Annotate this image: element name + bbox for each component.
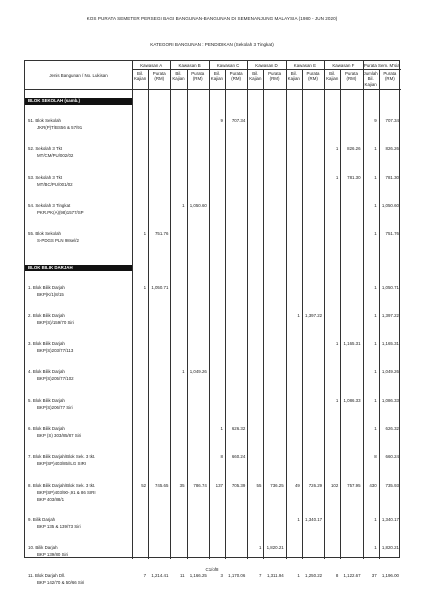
- cell-count: 9: [374, 118, 377, 123]
- row-label: 5. Blok Bilik Darjah: [28, 397, 65, 403]
- row-label: 4. Blok Bilik Darjah: [28, 369, 65, 375]
- cell-average: 751.76: [154, 231, 169, 237]
- row-drawing-number: BKP(SP)403/85/ILG SIRI: [37, 461, 87, 467]
- cell-count: 1: [374, 544, 377, 550]
- region-header: Purata Sem. M'sia: [363, 62, 400, 68]
- cell-average: 1,820.21: [381, 544, 399, 550]
- cell-count: 1: [374, 397, 377, 403]
- cell-count: 8: [335, 573, 339, 579]
- cell-count: 1: [220, 426, 223, 431]
- row-label: 11. Blok Darjah Dll.: [28, 573, 66, 579]
- page-footer: C1/of8: [205, 567, 219, 572]
- column-label-header: Jenis Bangunan / No. Lukisan: [49, 73, 108, 78]
- row-label: 3. Blok Bilik Darjah: [28, 341, 65, 347]
- subheader-count: Jumlah Bil. Kajian: [363, 71, 378, 87]
- cell-count: 1: [374, 146, 377, 152]
- cell-average: 1,049.26: [381, 369, 399, 375]
- cell-count: 1: [374, 369, 377, 375]
- document-title: KOS PURATA SEMETER PERSEGI BAGI BANGUNAN-BANGUNAN DI SEMENANJUNG MALAYSIA (1980 - JUN 2020): [86, 16, 338, 21]
- row-drawing-number: BKP(SP)403/90-,91 & 86 SIRI: [37, 489, 96, 495]
- subheader-count: Bil. Kajian: [172, 71, 185, 82]
- cell-count: 137: [215, 482, 223, 488]
- cell-count: 1: [182, 369, 185, 375]
- row-drawing-number: BKP(S)/159/70 Siri: [37, 319, 74, 325]
- cell-average: 826.26: [347, 146, 361, 152]
- cell-average: 660.24: [231, 454, 246, 460]
- row-label: 1. Blok Bilik Darjah: [28, 284, 65, 290]
- cell-average: 757.95: [347, 482, 361, 488]
- cell-average: 1,050.60: [381, 202, 399, 208]
- cell-average: 751.76: [385, 231, 399, 237]
- cell-count: 1: [374, 426, 377, 431]
- cell-average: 1,340.17: [381, 516, 399, 522]
- subheader-average: Purata (RM): [306, 71, 320, 82]
- cell-average: 626.32: [385, 426, 399, 431]
- cell-count: 7: [258, 573, 262, 579]
- row-drawing-number: BKP 135 & 139/73 Siri: [37, 523, 81, 529]
- row-label: 8. Blok Bilik Darjah/Blok Sek. 3 tkt.: [28, 482, 96, 488]
- cell-count: 9: [220, 118, 223, 123]
- cell-average: 786.74: [193, 482, 207, 488]
- document-subtitle: KATEGORI BANGUNAN : PENDIDIKAN (Sekolah 3 Tingkat): [150, 42, 274, 47]
- cell-count: 1: [143, 231, 147, 237]
- cell-average: 826.26: [385, 146, 399, 152]
- subheader-count: Bil. Kajian: [210, 71, 224, 82]
- cell-count: 37: [371, 573, 377, 579]
- cell-count: 1: [374, 516, 377, 522]
- region-header: Kawasan E: [293, 62, 317, 68]
- row-drawing-number: BKP(S)206/77 Siri: [37, 404, 73, 410]
- section-heading: BLOK SEKOLAH (samb.): [25, 98, 132, 105]
- cell-count: 1: [143, 284, 147, 290]
- region-header: Kawasan A: [140, 62, 163, 68]
- cell-average: 705.39: [231, 482, 246, 488]
- cell-average: 707.34: [231, 118, 246, 123]
- cell-count: 11: [179, 573, 185, 579]
- subheader-average: Purata (RM): [152, 71, 166, 82]
- header-divider: [25, 89, 401, 90]
- row-drawing-number: BKP 403/88/1: [37, 496, 65, 502]
- cell-average: 745.65: [154, 482, 169, 488]
- cell-average: 1,214.41: [151, 573, 169, 579]
- cell-count: 430: [369, 482, 377, 488]
- row-drawing-number: MT/BC/PU/001/02: [37, 181, 73, 187]
- cell-count: 35: [179, 482, 185, 488]
- cell-count: 1: [297, 312, 300, 318]
- cell-count: 102: [330, 482, 339, 488]
- cell-average: 660.24: [385, 454, 399, 460]
- region-header: Kawasan B: [178, 62, 201, 68]
- cell-average: 1,086.33: [381, 397, 399, 403]
- cell-count: 7: [143, 573, 147, 579]
- row-label: 6. Blok Bilik Darjah: [28, 426, 65, 431]
- cell-average: 1,166.25: [189, 573, 207, 579]
- row-drawing-number: BKP (S) 303/85/87 Siri: [37, 433, 82, 438]
- cell-average: 1,250.22: [305, 573, 323, 579]
- row-drawing-number: BKP(S)205/77/102: [37, 376, 74, 382]
- cell-average: 1,311.94: [266, 573, 284, 579]
- row-drawing-number: S-PDGS PLN 98sel/2: [37, 238, 79, 244]
- subheader-average: Purata (RM): [229, 71, 243, 82]
- cell-count: 1: [374, 174, 377, 180]
- row-label: 10. Bilik Darjah: [28, 544, 58, 550]
- row-label: 53. Sekolah 3 Tkt: [28, 174, 63, 180]
- cell-count: 1: [182, 202, 185, 208]
- row-drawing-number: PKR.PK(A)(98)1577/SP: [37, 209, 84, 215]
- cell-average: 1,397.22: [305, 312, 323, 318]
- cell-count: 1: [335, 174, 339, 180]
- subheader-average: Purata (RM): [268, 71, 282, 82]
- row-drawing-number: BKP(K/1)8/15: [37, 291, 64, 297]
- cell-average: 1,165.31: [381, 341, 399, 347]
- cell-average: 1,050.60: [189, 202, 207, 208]
- region-header: Kawasan C: [216, 62, 240, 68]
- row-label: 51. Blok Sekolah: [28, 118, 61, 123]
- row-label: 7. Blok Bilik Darjah/Blok Sek. 3 tkt.: [28, 454, 96, 460]
- row-label: 9. Bilik Darjah: [28, 516, 56, 522]
- cell-count: 49: [294, 482, 300, 488]
- cell-count: 3: [220, 573, 223, 579]
- cell-count: 1: [335, 146, 339, 152]
- cell-average: 1,820.21: [266, 544, 284, 550]
- subheader-count: Bil. Kajian: [249, 71, 262, 82]
- header-divider: [132, 69, 401, 70]
- cell-average: 781.30: [385, 174, 399, 180]
- region-header: Kawasan D: [255, 62, 278, 68]
- cell-count: 1: [374, 341, 377, 347]
- row-drawing-number: BKP 139/80 Siri: [37, 551, 68, 557]
- cell-count: 1: [297, 516, 300, 522]
- cell-average: 1,397.22: [381, 312, 399, 318]
- subheader-count: Bil. Kajian: [326, 71, 339, 82]
- cell-average: 707.34: [385, 118, 399, 123]
- subheader-count: Bil. Kajian: [287, 71, 300, 82]
- cell-average: 1,196.00: [381, 573, 399, 579]
- section-heading: BLOK BILIK DARJAH: [25, 265, 132, 272]
- row-label: 52. Sekolah 3 Tkt: [28, 146, 63, 152]
- cell-count: 1: [374, 231, 377, 237]
- cell-average: 1,050.71: [381, 284, 399, 290]
- cell-average: 736.25: [270, 482, 284, 488]
- row-label: 2. Blok Bilik Darjah: [28, 312, 65, 318]
- cell-count: 52: [141, 482, 147, 488]
- row-label: 55. Blok Sekolah: [28, 231, 61, 237]
- cell-count: 1: [374, 312, 377, 318]
- row-drawing-number: MT/CM/PU/002/02: [37, 153, 74, 159]
- cell-count: 1: [374, 284, 377, 290]
- cell-average: 1,086.33: [343, 397, 361, 403]
- subheader-average: Purata (RM): [344, 71, 358, 82]
- subheader-count: Bil. Kajian: [133, 71, 147, 82]
- cell-count: 8: [374, 454, 377, 460]
- cell-count: 1: [335, 341, 339, 347]
- cell-average: 1,049.26: [189, 369, 207, 375]
- cell-average: 781.30: [347, 174, 361, 180]
- cell-count: 8: [220, 454, 223, 460]
- cell-count: 55: [256, 482, 262, 488]
- cell-count: 1: [335, 397, 339, 403]
- cell-average: 1,122.67: [343, 573, 361, 579]
- subheader-average: Purata (RM): [383, 71, 397, 82]
- cell-average: 726.29: [308, 482, 323, 488]
- cell-average: 1,340.17: [305, 516, 323, 522]
- cell-average: 1,165.31: [343, 341, 361, 347]
- cell-average: 735.93: [385, 482, 399, 488]
- cell-average: 626.32: [231, 426, 246, 431]
- row-drawing-number: JKR(P)T/BS56 & 57/91: [37, 125, 83, 130]
- cell-count: 1: [374, 202, 377, 208]
- cell-count: 1: [258, 544, 262, 550]
- row-drawing-number: BKP(S)203/77/113: [37, 348, 74, 354]
- region-header: Kawasan F: [332, 62, 355, 68]
- row-drawing-number: BKP 142/70 & 50/66 Siri: [37, 580, 85, 586]
- row-label: 54. Sekolah 3 Tingkat: [28, 202, 71, 208]
- cell-average: 1,170.06: [228, 573, 246, 579]
- subheader-average: Purata (RM): [191, 71, 205, 82]
- cell-average: 1,050.71: [151, 284, 169, 290]
- cell-count: 1: [297, 573, 300, 579]
